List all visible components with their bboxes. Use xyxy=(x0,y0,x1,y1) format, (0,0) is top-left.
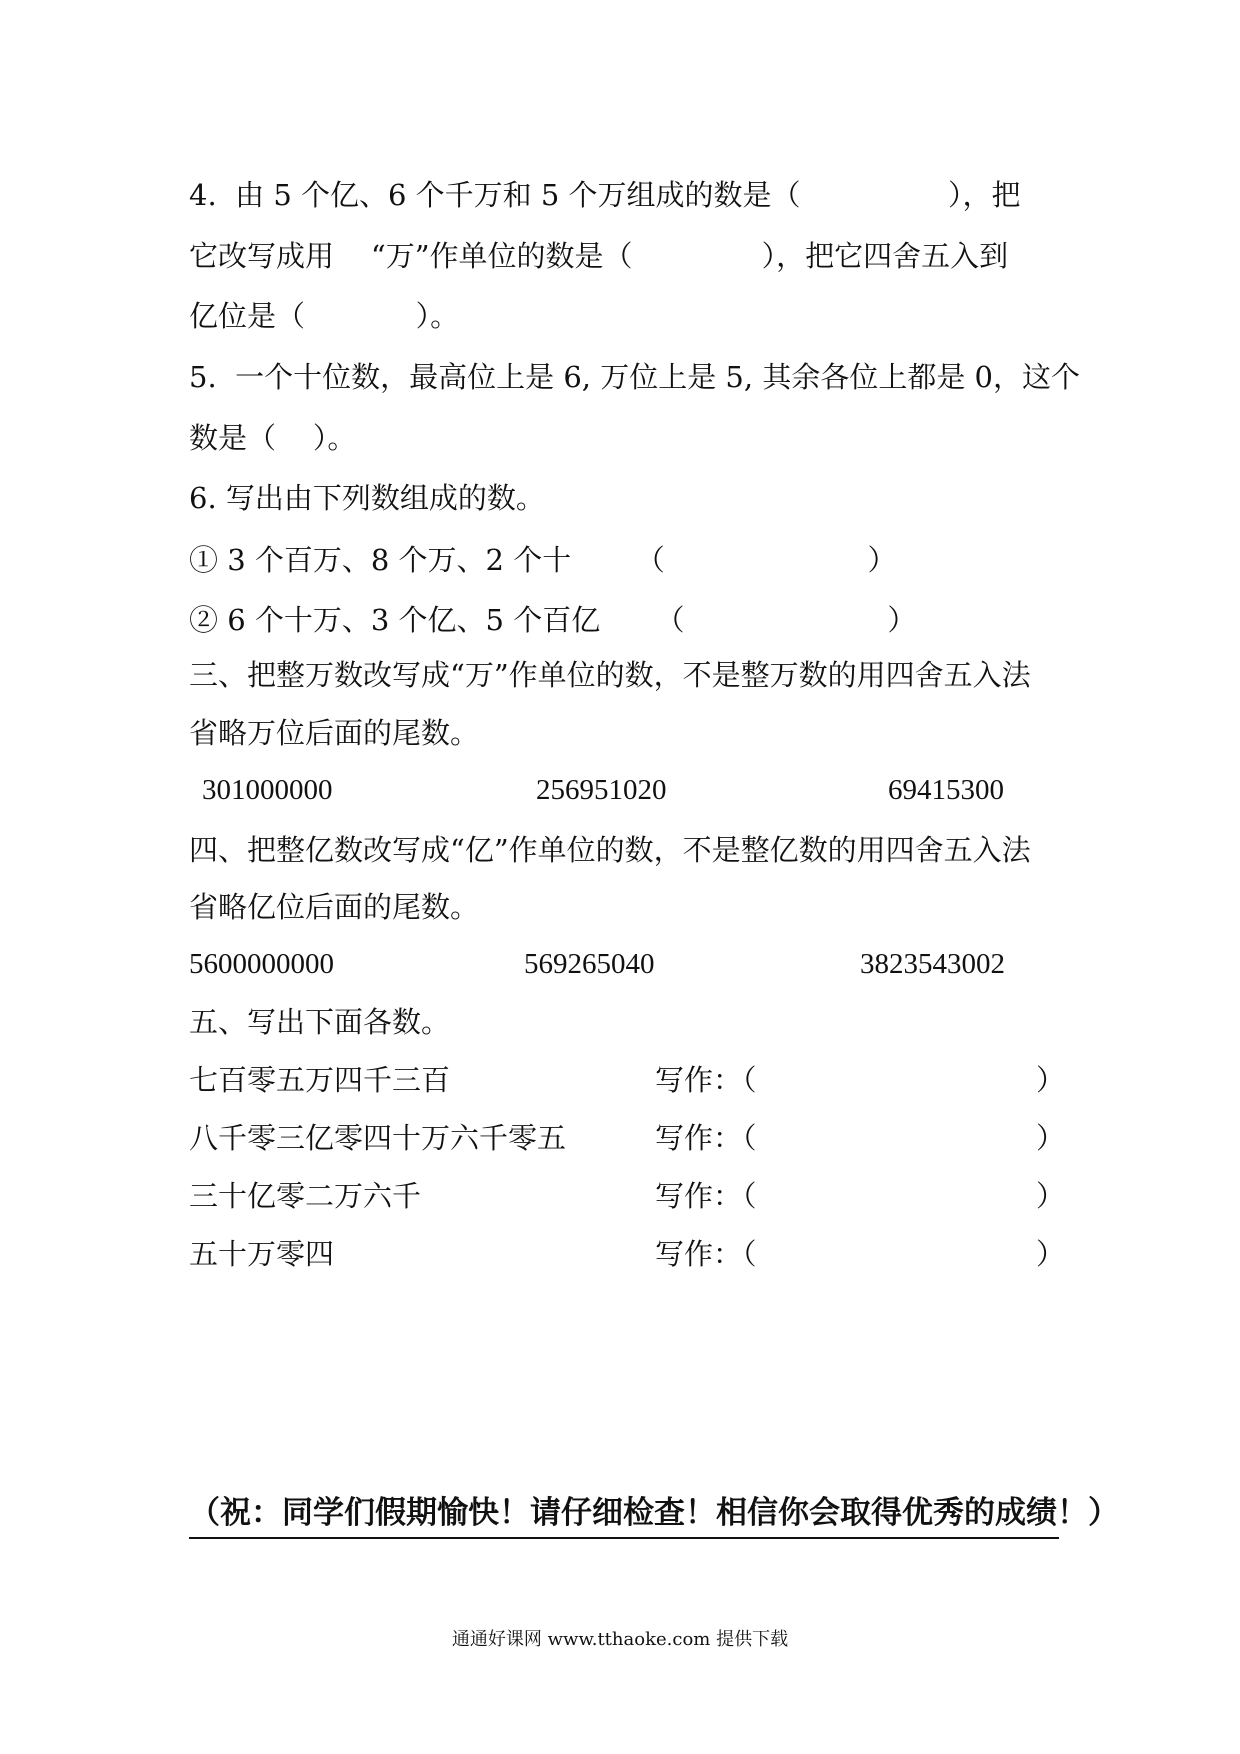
section-5-item-2: 八千零三亿零四十万六千零五 xyxy=(189,1121,567,1155)
section-3-number-2: 256951020 xyxy=(536,774,667,806)
write-label-4: 写作：（ xyxy=(655,1237,757,1271)
question-6-item-1: ① 3 个百万、8 个万、2 个十 （ ） xyxy=(189,543,897,577)
question-6-title: 6. 写出由下列数组成的数。 xyxy=(189,481,545,515)
write-close-1: ） xyxy=(1036,1063,1066,1097)
section-4-number-2: 569265040 xyxy=(524,948,655,980)
section-4-line-1: 四、把整亿数改写成“亿”作单位的数，不是整亿数的用四舍五入法 xyxy=(189,833,1031,867)
question-5-line-2: 数是（ ）。 xyxy=(189,421,357,455)
section-5-item-1: 七百零五万四千三百 xyxy=(189,1063,451,1097)
section-3-line-2: 省略万位后面的尾数。 xyxy=(189,716,480,750)
section-3-number-3: 69415300 xyxy=(888,774,1004,806)
footer-credit: 通通好课网 www.tthaoke.com 提供下载 xyxy=(451,1629,789,1650)
section-4-number-3: 3823543002 xyxy=(860,948,1005,980)
write-close-2: ） xyxy=(1036,1121,1066,1155)
write-close-4: ） xyxy=(1036,1237,1066,1271)
section-5-item-4: 五十万零四 xyxy=(189,1237,335,1271)
write-label-2: 写作：（ xyxy=(655,1121,757,1155)
write-close-3: ） xyxy=(1036,1179,1066,1213)
section-3-number-1: 301000000 xyxy=(202,774,333,806)
section-3-line-1: 三、把整万数改写成“万”作单位的数，不是整万数的用四舍五入法 xyxy=(189,658,1031,692)
section-5-title: 五、写出下面各数。 xyxy=(189,1005,451,1039)
question-4-line-1: 4. 由 5 个亿、6 个千万和 5 个万组成的数是（ ），把 xyxy=(189,178,1021,212)
question-6-item-2: ② 6 个十万、3 个亿、5 个百亿 （ ） xyxy=(189,603,917,637)
write-label-3: 写作：（ xyxy=(655,1179,757,1213)
section-4-line-2: 省略亿位后面的尾数。 xyxy=(189,890,480,924)
question-4-line-3: 亿位是（ ）。 xyxy=(189,299,460,333)
closing-message: （祝：同学们假期愉快！请仔细检查！相信你会取得优秀的成绩！） xyxy=(189,1491,1059,1539)
write-label-1: 写作：（ xyxy=(655,1063,757,1097)
question-4-line-2: 它改写成用 “万”作单位的数是（ ），把它四舍五入到 xyxy=(189,239,1009,273)
section-5-item-3: 三十亿零二万六千 xyxy=(189,1179,422,1213)
section-4-number-1: 5600000000 xyxy=(189,948,334,980)
question-5-line-1: 5. 一个十位数，最高位上是 6, 万位上是 5, 其余各位上都是 0，这个 xyxy=(189,360,1080,394)
